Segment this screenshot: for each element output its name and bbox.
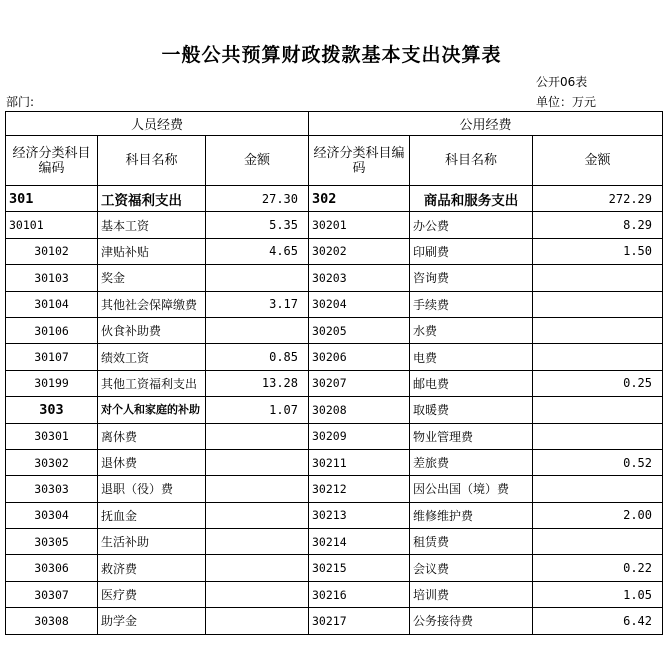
- table-row: [6, 476, 663, 502]
- right-code-cell: 30208: [309, 397, 410, 423]
- right-amount-cell: 1.05: [533, 581, 663, 607]
- right-amount-cell: 8.29: [533, 212, 663, 238]
- public-header: 公用经费: [309, 112, 663, 136]
- left-amount-cell: 13.28: [206, 370, 309, 396]
- table-row: [6, 291, 663, 317]
- department-label: 部门:: [6, 95, 35, 109]
- left-code-cell: 303: [6, 397, 98, 423]
- right-amount-cell: 2.00: [533, 502, 663, 528]
- left-amount-cell: 4.65: [206, 238, 309, 264]
- left-amount-cell: [206, 529, 309, 555]
- left-name-cell: 医疗费: [98, 581, 206, 607]
- right-code-cell: 30216: [309, 581, 410, 607]
- right-amount-cell: 6.42: [533, 608, 663, 634]
- right-code-cell: 30217: [309, 608, 410, 634]
- left-code-cell: 301: [6, 186, 98, 212]
- left-name-cell: 助学金: [98, 608, 206, 634]
- left-name-cell: 抚血金: [98, 502, 206, 528]
- left-code-cell: 30308: [6, 608, 98, 634]
- left-code-cell: 30199: [6, 370, 98, 396]
- right-amount-cell: 1.50: [533, 238, 663, 264]
- left-name-cell: 津贴补贴: [98, 238, 206, 264]
- left-code-cell: 30305: [6, 529, 98, 555]
- right-amount-cell: 0.52: [533, 449, 663, 475]
- right-name-cell: 物业管理费: [410, 423, 533, 449]
- right-code-cell: 30204: [309, 291, 410, 317]
- left-name-cell: 救济费: [98, 555, 206, 581]
- right-code-cell: 30211: [309, 449, 410, 475]
- left-name-cell: 基本工资: [98, 212, 206, 238]
- table-row: [6, 397, 663, 423]
- left-code-cell: 30101: [6, 212, 98, 238]
- table-row: [6, 449, 663, 475]
- left-amount-cell: [206, 476, 309, 502]
- form-number: 公开06表: [536, 75, 588, 89]
- right-name-cell: 维修维护费: [410, 502, 533, 528]
- table-row: [6, 265, 663, 291]
- personnel-header: 人员经费: [6, 112, 309, 136]
- page-title: 一般公共预算财政拨款基本支出决算表: [161, 44, 502, 66]
- left-amount-cell: 27.30: [206, 186, 309, 212]
- right-name-cell: 公务接待费: [410, 608, 533, 634]
- unit-label: 单位：万元: [536, 95, 597, 109]
- code-header: 经济分类科目编码: [6, 136, 98, 186]
- left-code-cell: 30102: [6, 238, 98, 264]
- left-code-cell: 30302: [6, 449, 98, 475]
- right-amount-cell: 0.25: [533, 370, 663, 396]
- left-name-cell: 离休费: [98, 423, 206, 449]
- table-row: [6, 502, 663, 528]
- right-amount-cell: [533, 344, 663, 370]
- right-code-cell: 30203: [309, 265, 410, 291]
- left-amount-cell: 3.17: [206, 291, 309, 317]
- table-row: [6, 238, 663, 264]
- right-amount-cell: [533, 423, 663, 449]
- right-amount-cell: [533, 291, 663, 317]
- right-code-cell: 30215: [309, 555, 410, 581]
- name-header: 科目名称: [98, 136, 206, 186]
- table-row: [6, 212, 663, 238]
- right-amount-cell: [533, 317, 663, 343]
- left-name-cell: 奖金: [98, 265, 206, 291]
- right-code-cell: 30206: [309, 344, 410, 370]
- right-code-cell: 30214: [309, 529, 410, 555]
- right-amount-cell: [533, 397, 663, 423]
- right-code-cell: 30209: [309, 423, 410, 449]
- left-amount-cell: [206, 423, 309, 449]
- left-code-cell: 30306: [6, 555, 98, 581]
- right-amount-cell: 272.29: [533, 186, 663, 212]
- right-name-cell: 邮电费: [410, 370, 533, 396]
- left-name-cell: 生活补助: [98, 529, 206, 555]
- budget-table: [5, 111, 663, 635]
- right-name-cell: 办公费: [410, 212, 533, 238]
- right-code-cell: 30202: [309, 238, 410, 264]
- left-name-cell: 其他工资福利支出: [98, 370, 206, 396]
- right-name-cell: 咨询费: [410, 265, 533, 291]
- left-amount-cell: [206, 555, 309, 581]
- name-header: 科目名称: [410, 136, 533, 186]
- right-code-cell: 30201: [309, 212, 410, 238]
- right-code-cell: 30212: [309, 476, 410, 502]
- right-name-cell: 水费: [410, 317, 533, 343]
- left-amount-cell: [206, 449, 309, 475]
- left-code-cell: 30307: [6, 581, 98, 607]
- left-name-cell: 其他社会保障缴费: [98, 291, 206, 317]
- left-amount-cell: [206, 502, 309, 528]
- right-amount-cell: 0.22: [533, 555, 663, 581]
- right-name-cell: 培训费: [410, 581, 533, 607]
- table-row: [6, 317, 663, 343]
- code-header: 经济分类科目编码: [309, 136, 410, 186]
- amount-header: 金额: [533, 136, 663, 186]
- table-row: [6, 555, 663, 581]
- left-amount-cell: 5.35: [206, 212, 309, 238]
- left-amount-cell: [206, 317, 309, 343]
- right-name-cell: 手续费: [410, 291, 533, 317]
- right-name-cell: 印刷费: [410, 238, 533, 264]
- table-row: [6, 370, 663, 396]
- table-row: [6, 423, 663, 449]
- table-row: [6, 344, 663, 370]
- left-code-cell: 30104: [6, 291, 98, 317]
- left-name-cell: 伙食补助费: [98, 317, 206, 343]
- left-code-cell: 30106: [6, 317, 98, 343]
- left-code-cell: 30301: [6, 423, 98, 449]
- table-row: [6, 186, 663, 212]
- left-name-cell: 退职（役）费: [98, 476, 206, 502]
- left-code-cell: 30107: [6, 344, 98, 370]
- left-amount-cell: [206, 265, 309, 291]
- right-name-cell: 因公出国（境）费: [410, 476, 533, 502]
- right-code-cell: 30213: [309, 502, 410, 528]
- right-name-cell: 租赁费: [410, 529, 533, 555]
- left-amount-cell: 1.07: [206, 397, 309, 423]
- left-code-cell: 30103: [6, 265, 98, 291]
- right-name-cell: 会议费: [410, 555, 533, 581]
- right-code-cell: 302: [309, 186, 410, 212]
- right-code-cell: 30205: [309, 317, 410, 343]
- left-name-cell: 绩效工资: [98, 344, 206, 370]
- left-name-cell: 对个人和家庭的补助: [98, 397, 206, 423]
- right-amount-cell: [533, 265, 663, 291]
- left-amount-cell: [206, 581, 309, 607]
- amount-header: 金额: [206, 136, 309, 186]
- right-code-cell: 30207: [309, 370, 410, 396]
- left-amount-cell: 0.85: [206, 344, 309, 370]
- left-code-cell: 30304: [6, 502, 98, 528]
- table-row: [6, 529, 663, 555]
- left-name-cell: 工资福利支出: [98, 186, 206, 212]
- right-amount-cell: [533, 476, 663, 502]
- table-row: [6, 608, 663, 634]
- right-name-cell: 差旅费: [410, 449, 533, 475]
- table-row: [6, 581, 663, 607]
- left-name-cell: 退休费: [98, 449, 206, 475]
- right-amount-cell: [533, 529, 663, 555]
- left-amount-cell: [206, 608, 309, 634]
- right-name-cell: 商品和服务支出: [410, 186, 533, 212]
- right-name-cell: 取暖费: [410, 397, 533, 423]
- left-code-cell: 30303: [6, 476, 98, 502]
- right-name-cell: 电费: [410, 344, 533, 370]
